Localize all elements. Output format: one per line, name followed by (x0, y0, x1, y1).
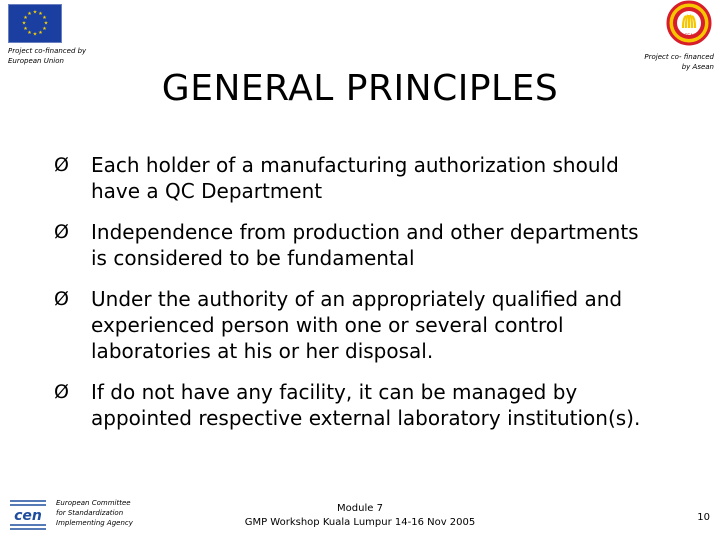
svg-text:★: ★ (32, 9, 38, 16)
bullet-line: have a QC Department (91, 179, 323, 203)
bullet-item (54, 219, 694, 271)
page-number: 10 (697, 512, 710, 523)
bullet-item (54, 286, 694, 364)
eu-flag-icon (8, 4, 62, 43)
bullet-line: If do not have any facility, it can be managed by (91, 380, 578, 404)
bullet-line: appointed respective external laboratory institution(s). (91, 406, 641, 430)
cen-caption-line: for Standardization (56, 509, 124, 517)
svg-text:★: ★ (27, 30, 32, 36)
bullet-line: laboratories at his or her disposal. (91, 339, 434, 363)
bullet-item (54, 379, 694, 431)
bullet-line: Independence from production and other departments (91, 220, 639, 244)
svg-text:★: ★ (42, 26, 47, 32)
footer-center (200, 502, 520, 530)
svg-text:★: ★ (23, 26, 28, 32)
eu-caption-line: Project co-financed by (8, 47, 87, 55)
bullet-line: Each holder of a manufacturing authorization should (91, 153, 619, 177)
svg-text:★: ★ (38, 11, 43, 17)
svg-text:★: ★ (21, 20, 27, 27)
bullet-line: Under the authority of an appropriately qualified and (91, 287, 623, 311)
svg-text:★: ★ (43, 20, 49, 27)
bullet-line: is considered to be fundamental (91, 246, 415, 270)
svg-text:★: ★ (32, 31, 38, 38)
cen-logo-icon (8, 497, 48, 533)
arrow-bullet-icon: Ø (54, 288, 69, 310)
arrow-bullet-icon: Ø (54, 154, 69, 176)
eu-caption-line: European Union (8, 57, 64, 65)
arrow-bullet-icon: Ø (54, 221, 69, 243)
asean-caption-line: by Asean (681, 63, 714, 71)
asean-caption-line: Project co- financed (644, 53, 714, 61)
bullet-list (54, 152, 694, 431)
cen-logo-text: cen (14, 508, 42, 524)
cen-caption-line: European Committee (56, 499, 131, 507)
bullet-line: experienced person with one or several control (91, 313, 564, 337)
svg-text:★: ★ (23, 15, 28, 21)
slide-title: GENERAL PRINCIPLES (161, 68, 559, 109)
svg-text:★: ★ (27, 11, 32, 17)
cen-caption (56, 498, 166, 528)
svg-text:★: ★ (42, 15, 47, 21)
eu-caption (8, 46, 108, 66)
footer-module: Module 7 (337, 503, 383, 514)
asean-logo-text: ASEAN (681, 34, 697, 39)
bullet-item (54, 152, 694, 204)
footer-workshop: GMP Workshop Kuala Lumpur 14-16 Nov 2005 (244, 517, 476, 528)
cen-caption-line: Implementing Agency (56, 519, 133, 527)
svg-text:★: ★ (38, 30, 43, 36)
arrow-bullet-icon: Ø (54, 381, 69, 403)
asean-logo-icon (664, 0, 714, 46)
